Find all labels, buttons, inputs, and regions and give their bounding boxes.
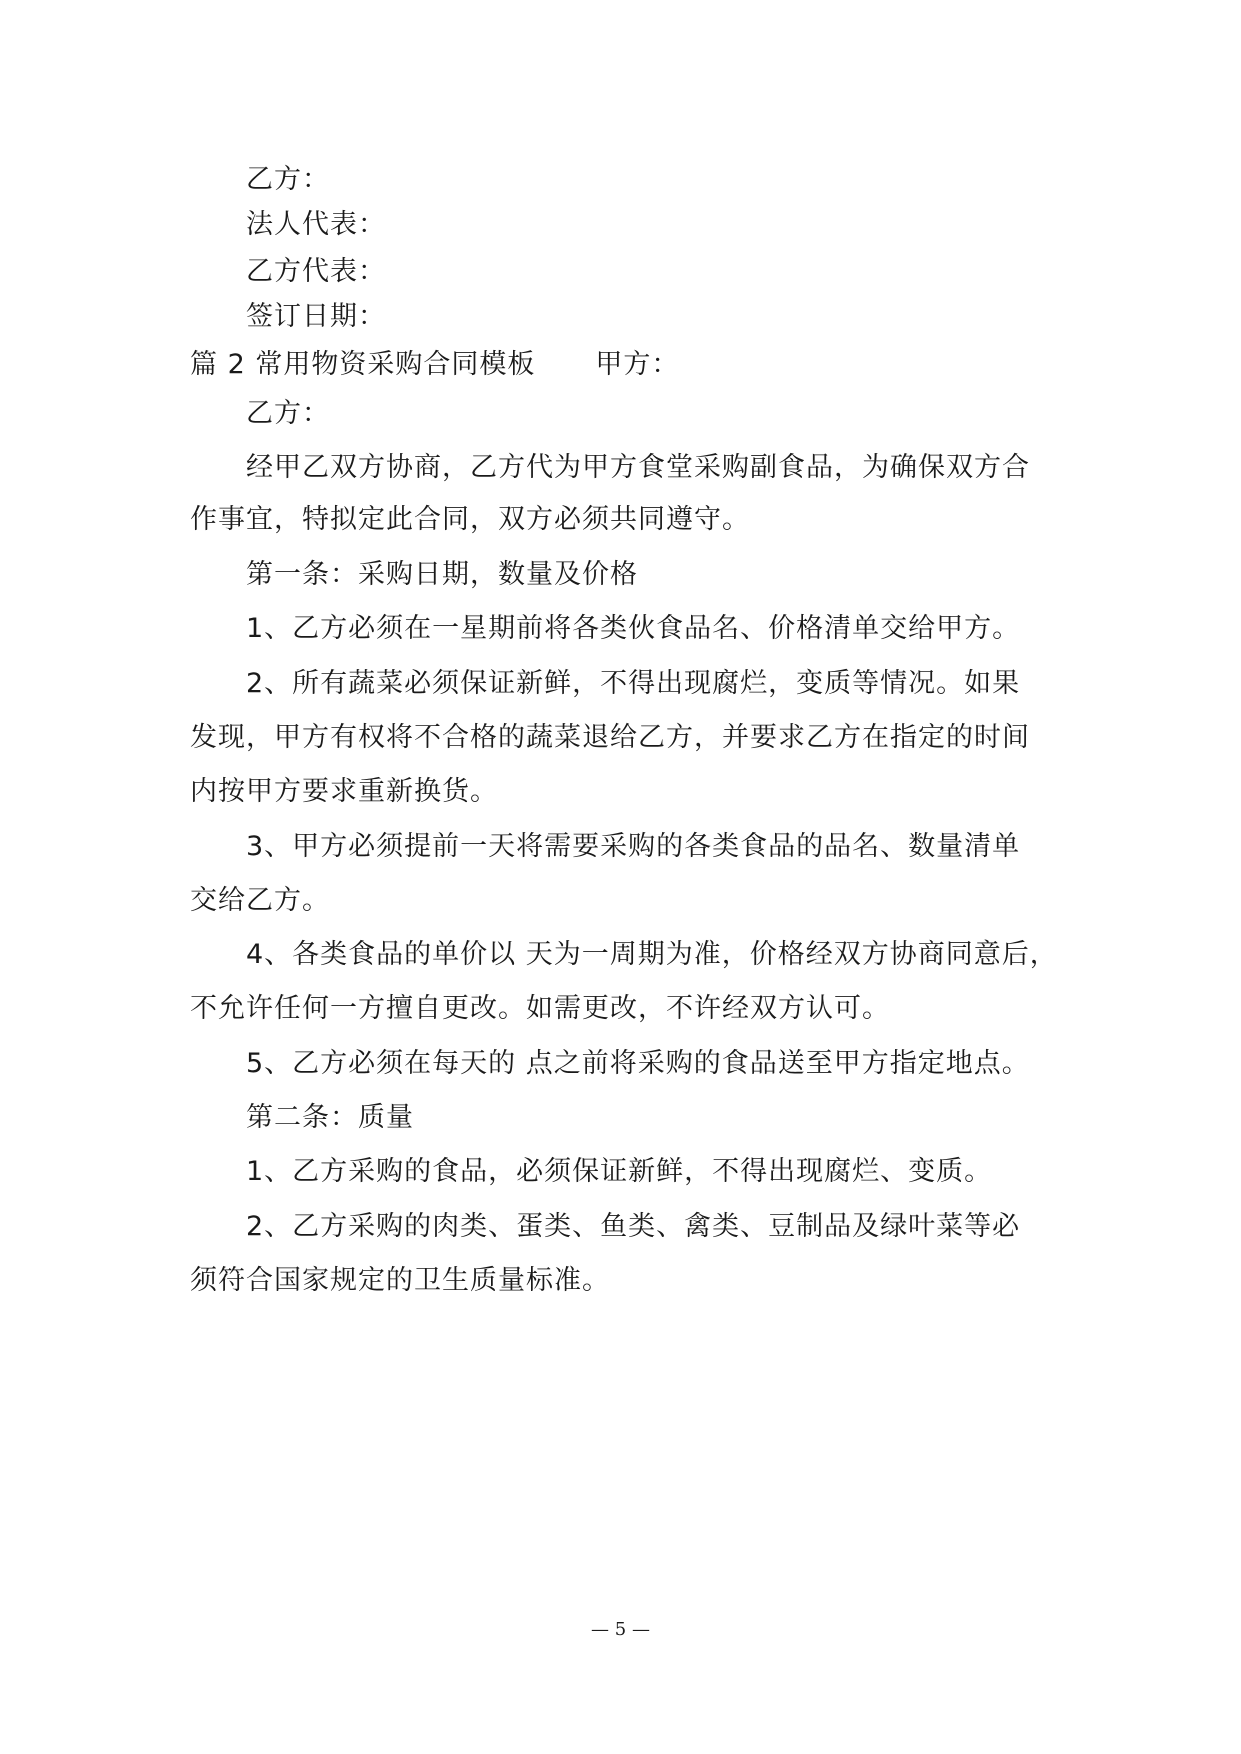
article-1-item-5: 5、乙方必须在每天的 点之前将采购的食品送至甲方指定地点。 [246,1048,1030,1079]
page-number: — 5 — [591,1619,650,1640]
article-2-item-2-line-2: 须符合国家规定的卫生质量标准。 [190,1265,610,1296]
article-2-item-1: 1、乙方采购的食品，必须保证新鲜，不得出现腐烂、变质。 [246,1156,993,1187]
article-1-item-3-line-2: 交给乙方。 [190,885,330,916]
paragraph-intro-line-2: 作事宜，特拟定此合同，双方必须共同遵守。 [190,504,750,535]
article-1-item-2-line-2: 发现，甲方有权将不合格的蔬菜退给乙方，并要求乙方在指定的时间 [190,722,1030,753]
party-b-label-2: 乙方： [246,398,330,429]
article-1-item-2-line-3: 内按甲方要求重新换货。 [190,776,498,807]
article-1-item-2-line-1: 2、所有蔬菜必须保证新鲜，不得出现腐烂，变质等情况。如果 [246,668,1021,699]
article-2-item-2-line-1: 2、乙方采购的肉类、蛋类、鱼类、禽类、豆制品及绿叶菜等必 [246,1211,1021,1242]
party-b-label: 乙方： [246,164,330,195]
article-1-item-3-line-1: 3、甲方必须提前一天将需要采购的各类食品的品名、数量清单 [246,831,1021,862]
paragraph-intro-line-1: 经甲乙双方协商，乙方代为甲方食堂采购副食品，为确保双方合 [246,452,1030,483]
article-2-heading: 第二条：质量 [246,1102,414,1133]
signing-date-label: 签订日期： [246,301,386,332]
article-1-item-4-line-1: 4、各类食品的单价以 天为一周期为准，价格经双方协商同意后， [246,939,1058,970]
legal-rep-label: 法人代表： [246,209,386,240]
article-1-item-4-line-2: 不允许任何一方擅自更改。如需更改，不许经双方认可。 [190,993,890,1024]
party-b-rep-label: 乙方代表： [246,256,386,287]
section-title: 篇 2 常用物资采购合同模板 [190,349,536,380]
party-a-label: 甲方： [595,349,680,380]
article-1-item-1: 1、乙方必须在一星期前将各类伙食品名、价格清单交给甲方。 [246,613,1021,644]
section-heading [190,345,679,385]
article-1-heading: 第一条：采购日期，数量及价格 [246,559,638,590]
